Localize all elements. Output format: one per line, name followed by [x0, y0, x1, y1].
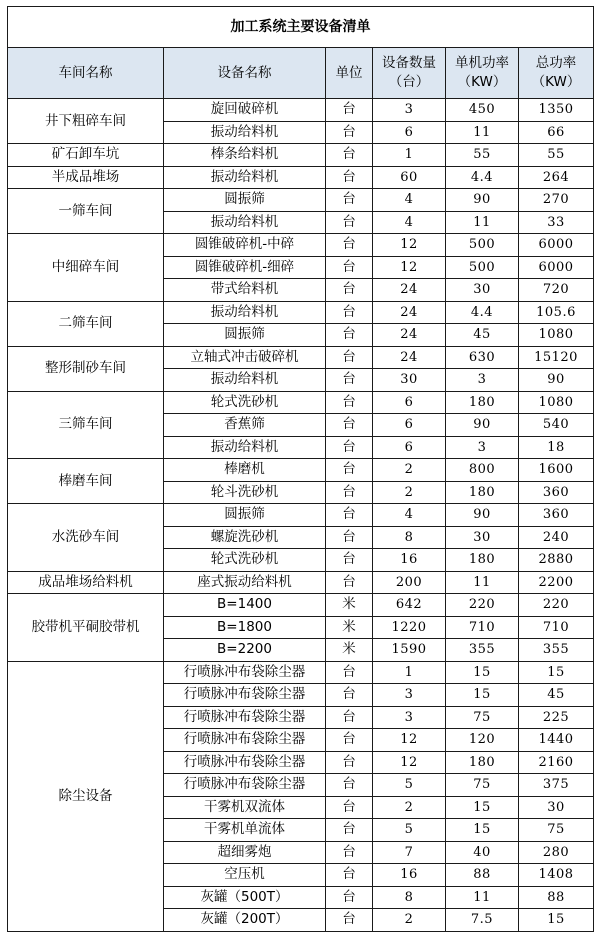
equipment-cell: 振动给料机 [164, 369, 326, 392]
unit-cell: 台 [326, 571, 373, 594]
unit-cell: 台 [326, 729, 373, 752]
quantity-cell: 2 [373, 796, 446, 819]
equipment-cell: 棒条给料机 [164, 144, 326, 167]
quantity-cell: 1 [373, 661, 446, 684]
unit-cell: 台 [326, 121, 373, 144]
total-power-cell: 66 [519, 121, 594, 144]
equipment-cell: 行喷脉冲布袋除尘器 [164, 751, 326, 774]
unit-cell: 台 [326, 661, 373, 684]
total-power-cell: 75 [519, 819, 594, 842]
unit-cell: 台 [326, 166, 373, 189]
quantity-cell: 60 [373, 166, 446, 189]
total-power-cell: 18 [519, 436, 594, 459]
equipment-cell: 轮式洗砂机 [164, 549, 326, 572]
workshop-cell: 水洗砂车间 [8, 504, 164, 572]
quantity-cell: 5 [373, 819, 446, 842]
equipment-list-sheet [7, 6, 593, 932]
table-title: 加工系统主要设备清单 [8, 7, 594, 48]
unit-power-cell: 90 [446, 414, 519, 437]
unit-power-cell: 15 [446, 796, 519, 819]
unit-cell: 台 [326, 504, 373, 527]
unit-power-cell: 30 [446, 526, 519, 549]
header-unit: 单位 [326, 48, 373, 99]
quantity-cell: 6 [373, 436, 446, 459]
table-row [8, 301, 594, 324]
total-power-cell: 1600 [519, 459, 594, 482]
unit-power-cell: 11 [446, 886, 519, 909]
unit-power-cell: 630 [446, 346, 519, 369]
workshop-cell: 棒磨车间 [8, 459, 164, 504]
total-power-cell: 1350 [519, 99, 594, 122]
quantity-cell: 2 [373, 909, 446, 932]
quantity-cell: 1590 [373, 639, 446, 662]
header-row [8, 48, 594, 99]
quantity-cell: 12 [373, 234, 446, 257]
equipment-cell: 行喷脉冲布袋除尘器 [164, 774, 326, 797]
total-power-cell: 375 [519, 774, 594, 797]
table-row [8, 391, 594, 414]
equipment-cell: 行喷脉冲布袋除尘器 [164, 729, 326, 752]
quantity-cell: 200 [373, 571, 446, 594]
total-power-cell: 2160 [519, 751, 594, 774]
total-power-cell: 45 [519, 684, 594, 707]
quantity-cell: 6 [373, 121, 446, 144]
workshop-cell: 中细碎车间 [8, 234, 164, 302]
total-power-cell: 270 [519, 189, 594, 212]
total-power-cell: 710 [519, 616, 594, 639]
workshop-cell: 三筛车间 [8, 391, 164, 459]
quantity-cell: 2 [373, 459, 446, 482]
unit-cell: 台 [326, 549, 373, 572]
equipment-cell: 香蕉筛 [164, 414, 326, 437]
total-power-cell: 30 [519, 796, 594, 819]
total-power-cell: 240 [519, 526, 594, 549]
unit-power-cell: 180 [446, 751, 519, 774]
table-row [8, 504, 594, 527]
equipment-cell: 振动给料机 [164, 301, 326, 324]
unit-power-cell: 220 [446, 594, 519, 617]
unit-power-cell: 30 [446, 279, 519, 302]
equipment-cell: 立轴式冲击破碎机 [164, 346, 326, 369]
total-power-cell: 55 [519, 144, 594, 167]
header-unit-power: 单机功率 （KW） [446, 48, 519, 99]
unit-cell: 台 [326, 774, 373, 797]
equipment-cell: 超细雾炮 [164, 841, 326, 864]
workshop-cell: 二筛车间 [8, 301, 164, 346]
equipment-cell: 行喷脉冲布袋除尘器 [164, 706, 326, 729]
quantity-cell: 642 [373, 594, 446, 617]
total-power-cell: 6000 [519, 256, 594, 279]
table-row [8, 571, 594, 594]
unit-power-cell: 40 [446, 841, 519, 864]
unit-power-cell: 90 [446, 504, 519, 527]
total-power-cell: 220 [519, 594, 594, 617]
quantity-cell: 16 [373, 549, 446, 572]
quantity-cell: 4 [373, 211, 446, 234]
total-power-cell: 1440 [519, 729, 594, 752]
table-row [8, 661, 594, 684]
workshop-cell: 除尘设备 [8, 661, 164, 931]
workshop-cell: 成品堆场给料机 [8, 571, 164, 594]
unit-cell: 台 [326, 324, 373, 347]
unit-power-cell: 800 [446, 459, 519, 482]
unit-power-cell: 3 [446, 369, 519, 392]
total-power-cell: 90 [519, 369, 594, 392]
unit-power-cell: 7.5 [446, 909, 519, 932]
equipment-cell: 振动给料机 [164, 436, 326, 459]
total-power-cell: 15 [519, 909, 594, 932]
quantity-cell: 12 [373, 729, 446, 752]
table-row [8, 189, 594, 212]
total-power-cell: 1080 [519, 324, 594, 347]
quantity-cell: 7 [373, 841, 446, 864]
equipment-cell: 振动给料机 [164, 166, 326, 189]
equipment-cell: 轮式洗砂机 [164, 391, 326, 414]
quantity-cell: 24 [373, 324, 446, 347]
equipment-cell: 带式给料机 [164, 279, 326, 302]
unit-power-cell: 15 [446, 819, 519, 842]
total-power-cell: 280 [519, 841, 594, 864]
table-body [8, 99, 594, 932]
quantity-cell: 4 [373, 189, 446, 212]
total-power-cell: 15 [519, 661, 594, 684]
total-power-cell: 33 [519, 211, 594, 234]
workshop-cell: 胶带机平硐胶带机 [8, 594, 164, 662]
unit-cell: 台 [326, 211, 373, 234]
unit-cell: 台 [326, 459, 373, 482]
unit-power-cell: 120 [446, 729, 519, 752]
quantity-cell: 1220 [373, 616, 446, 639]
unit-cell: 台 [326, 841, 373, 864]
workshop-cell: 一筛车间 [8, 189, 164, 234]
unit-cell: 台 [326, 909, 373, 932]
unit-cell: 台 [326, 256, 373, 279]
unit-power-cell: 710 [446, 616, 519, 639]
unit-cell: 台 [326, 706, 373, 729]
total-power-cell: 2200 [519, 571, 594, 594]
unit-cell: 台 [326, 796, 373, 819]
quantity-cell: 1 [373, 144, 446, 167]
total-power-cell: 1080 [519, 391, 594, 414]
unit-power-cell: 180 [446, 481, 519, 504]
equipment-cell: 行喷脉冲布袋除尘器 [164, 661, 326, 684]
unit-cell: 台 [326, 751, 373, 774]
unit-power-cell: 15 [446, 684, 519, 707]
equipment-cell: 圆振筛 [164, 324, 326, 347]
header-quantity: 设备数量 （台） [373, 48, 446, 99]
unit-power-cell: 11 [446, 211, 519, 234]
equipment-table [7, 6, 594, 932]
equipment-cell: 圆锥破碎机-细碎 [164, 256, 326, 279]
quantity-cell: 24 [373, 346, 446, 369]
unit-power-cell: 450 [446, 99, 519, 122]
total-power-cell: 88 [519, 886, 594, 909]
unit-power-cell: 11 [446, 121, 519, 144]
quantity-cell: 5 [373, 774, 446, 797]
unit-power-cell: 55 [446, 144, 519, 167]
workshop-cell: 整形制砂车间 [8, 346, 164, 391]
unit-power-cell: 355 [446, 639, 519, 662]
unit-cell: 台 [326, 234, 373, 257]
equipment-cell: 行喷脉冲布袋除尘器 [164, 684, 326, 707]
unit-cell: 台 [326, 864, 373, 887]
equipment-cell: 旋回破碎机 [164, 99, 326, 122]
equipment-cell: 空压机 [164, 864, 326, 887]
total-power-cell: 540 [519, 414, 594, 437]
unit-cell: 台 [326, 346, 373, 369]
unit-power-cell: 3 [446, 436, 519, 459]
equipment-cell: B=1800 [164, 616, 326, 639]
equipment-cell: B=2200 [164, 639, 326, 662]
total-power-cell: 360 [519, 481, 594, 504]
unit-power-cell: 88 [446, 864, 519, 887]
total-power-cell: 264 [519, 166, 594, 189]
unit-cell: 台 [326, 279, 373, 302]
unit-power-cell: 75 [446, 706, 519, 729]
table-row [8, 166, 594, 189]
unit-cell: 台 [326, 436, 373, 459]
quantity-cell: 6 [373, 391, 446, 414]
quantity-cell: 8 [373, 886, 446, 909]
unit-power-cell: 4.4 [446, 301, 519, 324]
equipment-cell: 灰罐（500T） [164, 886, 326, 909]
table-row [8, 99, 594, 122]
unit-cell: 米 [326, 594, 373, 617]
table-row [8, 144, 594, 167]
unit-cell: 台 [326, 99, 373, 122]
unit-cell: 台 [326, 189, 373, 212]
total-power-cell: 2880 [519, 549, 594, 572]
quantity-cell: 8 [373, 526, 446, 549]
unit-power-cell: 180 [446, 549, 519, 572]
unit-power-cell: 500 [446, 256, 519, 279]
header-total-power: 总功率 （KW） [519, 48, 594, 99]
unit-cell: 米 [326, 639, 373, 662]
table-row [8, 459, 594, 482]
unit-cell: 台 [326, 684, 373, 707]
quantity-cell: 24 [373, 279, 446, 302]
unit-cell: 台 [326, 144, 373, 167]
unit-cell: 台 [326, 391, 373, 414]
total-power-cell: 225 [519, 706, 594, 729]
quantity-cell: 30 [373, 369, 446, 392]
unit-cell: 台 [326, 526, 373, 549]
equipment-cell: 干雾机双流体 [164, 796, 326, 819]
unit-cell: 台 [326, 369, 373, 392]
equipment-cell: 圆振筛 [164, 504, 326, 527]
unit-cell: 台 [326, 481, 373, 504]
equipment-cell: 棒磨机 [164, 459, 326, 482]
total-power-cell: 15120 [519, 346, 594, 369]
quantity-cell: 12 [373, 256, 446, 279]
unit-power-cell: 11 [446, 571, 519, 594]
total-power-cell: 6000 [519, 234, 594, 257]
equipment-cell: 灰罐（200T） [164, 909, 326, 932]
quantity-cell: 4 [373, 504, 446, 527]
table-row [8, 594, 594, 617]
header-workshop: 车间名称 [8, 48, 164, 99]
quantity-cell: 3 [373, 99, 446, 122]
quantity-cell: 3 [373, 706, 446, 729]
total-power-cell: 360 [519, 504, 594, 527]
total-power-cell: 105.6 [519, 301, 594, 324]
unit-power-cell: 180 [446, 391, 519, 414]
quantity-cell: 3 [373, 684, 446, 707]
equipment-cell: 轮斗洗砂机 [164, 481, 326, 504]
table-row [8, 234, 594, 257]
equipment-cell: 座式振动给料机 [164, 571, 326, 594]
unit-power-cell: 90 [446, 189, 519, 212]
workshop-cell: 半成品堆场 [8, 166, 164, 189]
equipment-cell: 振动给料机 [164, 121, 326, 144]
total-power-cell: 355 [519, 639, 594, 662]
unit-cell: 台 [326, 819, 373, 842]
unit-cell: 台 [326, 886, 373, 909]
unit-cell: 台 [326, 301, 373, 324]
quantity-cell: 12 [373, 751, 446, 774]
workshop-cell: 井下粗碎车间 [8, 99, 164, 144]
unit-power-cell: 4.4 [446, 166, 519, 189]
equipment-cell: 振动给料机 [164, 211, 326, 234]
quantity-cell: 6 [373, 414, 446, 437]
equipment-cell: 干雾机单流体 [164, 819, 326, 842]
quantity-cell: 16 [373, 864, 446, 887]
workshop-cell: 矿石卸车坑 [8, 144, 164, 167]
unit-power-cell: 15 [446, 661, 519, 684]
total-power-cell: 720 [519, 279, 594, 302]
equipment-cell: 圆振筛 [164, 189, 326, 212]
total-power-cell: 1408 [519, 864, 594, 887]
table-row [8, 346, 594, 369]
equipment-cell: 螺旋洗砂机 [164, 526, 326, 549]
equipment-cell: B=1400 [164, 594, 326, 617]
unit-power-cell: 75 [446, 774, 519, 797]
quantity-cell: 2 [373, 481, 446, 504]
unit-power-cell: 45 [446, 324, 519, 347]
header-equipment: 设备名称 [164, 48, 326, 99]
unit-cell: 米 [326, 616, 373, 639]
unit-power-cell: 500 [446, 234, 519, 257]
unit-cell: 台 [326, 414, 373, 437]
quantity-cell: 24 [373, 301, 446, 324]
equipment-cell: 圆锥破碎机-中碎 [164, 234, 326, 257]
